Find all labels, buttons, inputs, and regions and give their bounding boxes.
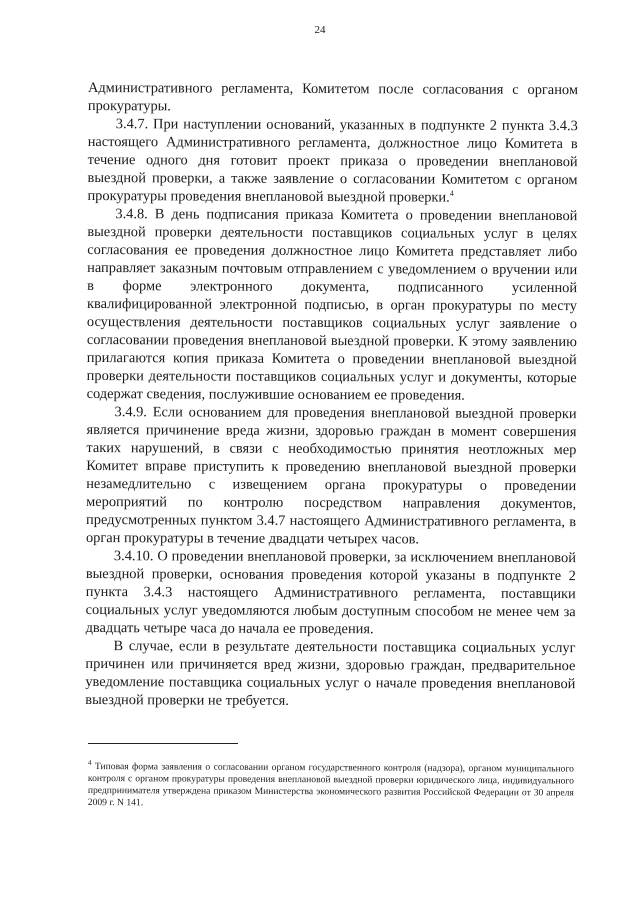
footnote-separator	[88, 743, 238, 744]
paragraph-3-4-8	[87, 205, 578, 405]
footnote-text: Типовая форма заявления о согласовании органом государственного контроля (надзора), органом муниципального контроля с органом прокуратуры проведения внеплановой выездной проверки юридического лица, индивидуального предпринимателя утверждена приказом Министерства экономического развития Российской Федерации от 30 апреля 2009 г. N 141.	[87, 761, 574, 809]
paragraph-text: 3.4.10. О проведении внеплановой проверки, за исключением внеплановой выездной проверки, основания проведения которой указаны в подпункте 2 пункта 3.4.3 настоящего Административного регламента, поставщики социальных услуг уведомляются любым доступным способом не менее чем за двадцать четыре часа до начала ее проведения.	[85, 548, 576, 638]
paragraph-text: 3.4.8. В день подписания приказа Комитета о проведении внеплановой выездной проверки деятельности поставщиков социальных услуг в целях согласования ее проведения должностное лицо Комитета представляет либо направляет заказным почтовым отправлением с уведомлением о вручении или в форме электронного документа, подписанного усиленной квалифицированной электронной подписью, в орган прокуратуры по месту осуществления деятельности поставщиков социальных услуг заявление о согласовании проведения внеплановой выездной проверки. К этому заявлению прилагаются копия приказа Комитета о проведении внеплановой выездной проверки деятельности поставщиков социальных услуг и документы, которые содержат сведения, послужившие основанием ее проведения.	[86, 206, 578, 404]
footnote-mark: 4	[87, 758, 92, 767]
paragraph-3-4-7	[87, 115, 577, 207]
paragraph-text: 3.4.7. При наступлении оснований, указанных в подпункте 2 пункта 3.4.3 настоящего Административного регламента, должностное лицо Комитета в течение одного дня готовит проект приказа о проведении внеплановой выездной проверки, а также заявление о согласовании Комитетом с органом прокуратуры проведения внеплановой выездной проверки.	[87, 116, 578, 206]
paragraph-text: Административного регламента, Комитетом после согласования с органом прокуратуры.	[87, 79, 578, 115]
footnote	[87, 758, 574, 812]
footnote-reference[interactable]: 4	[449, 188, 454, 198]
paragraph-3-4-9	[86, 403, 577, 549]
paragraph-text: 3.4.9. Если основанием для проведения внеплановой выездной проверки является причинение вреда жизни, здоровью граждан в момент совершения таких нарушений, в связи с необходимостью принятия неотложных мер Комитет вправе приступить к проведению внеплановой выездной проверки незамедлительно с извещением органа прокуратуры о проведении мероприятий по контролю посредством направления документов, предусмотренных пунктом 3.4.7 настоящего Административного регламента, в орган прокуратуры в течение двадцати четырех часов.	[85, 404, 577, 548]
paragraph-text: В случае, если в результате деятельности поставщика социальных услуг причинен или причиняется вред жизни, здоровью граждан, предварительное уведомление поставщика социальных услуг о начале проведения внеплановой выездной проверки не требуется.	[85, 638, 576, 709]
paragraph-exception-case	[85, 637, 575, 711]
page-number: 24	[314, 24, 326, 36]
main-text	[85, 79, 578, 711]
paragraph-3-4-10	[86, 547, 576, 639]
paragraph-continuation	[88, 79, 578, 117]
